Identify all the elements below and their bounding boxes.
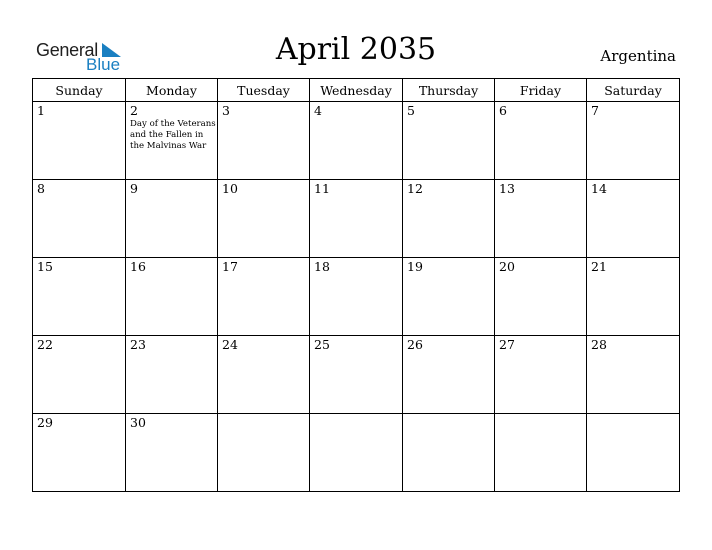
day-cell: [587, 414, 680, 492]
day-number: 7: [591, 103, 599, 118]
holiday-label: [310, 274, 402, 275]
day-cell: [218, 258, 310, 336]
holiday-label: [33, 352, 125, 353]
holiday-label: [218, 416, 309, 417]
day-cell: [218, 102, 310, 180]
weekday-header: Sunday: [33, 79, 126, 102]
country-label: Argentina: [600, 47, 676, 65]
holiday-label: [587, 352, 679, 353]
day-number: 6: [499, 103, 507, 118]
holiday-label: [587, 416, 679, 417]
day-cell: [310, 180, 403, 258]
holiday-label: [33, 274, 125, 275]
week-row: [33, 102, 680, 180]
day-cell: [310, 414, 403, 492]
day-number: 20: [499, 259, 515, 274]
day-number: 9: [130, 181, 138, 196]
logo-word-general: General: [36, 40, 98, 60]
calendar-title: April 2035: [275, 32, 437, 67]
holiday-label: [495, 352, 586, 353]
day-cell: [218, 414, 310, 492]
day-number: 25: [314, 337, 330, 352]
day-number: 22: [37, 337, 53, 352]
day-cell: [218, 180, 310, 258]
holiday-label: [33, 196, 125, 197]
day-cell: [403, 336, 495, 414]
holiday-label: [310, 416, 402, 417]
day-cell: [33, 336, 126, 414]
day-number: 17: [222, 259, 238, 274]
day-number: 23: [130, 337, 146, 352]
holiday-label: [218, 118, 309, 119]
day-cell: [126, 102, 218, 180]
day-number: 4: [314, 103, 322, 118]
weekday-header: Friday: [495, 79, 587, 102]
day-cell: [126, 180, 218, 258]
day-cell: [403, 258, 495, 336]
day-number: 26: [407, 337, 423, 352]
day-cell: [495, 102, 587, 180]
day-number: 24: [222, 337, 238, 352]
day-cell: [126, 414, 218, 492]
day-number: 19: [407, 259, 423, 274]
holiday-label: [126, 352, 217, 353]
holiday-label: [495, 118, 586, 119]
day-cell: [33, 102, 126, 180]
weekday-header: Saturday: [587, 79, 680, 102]
day-number: 11: [314, 181, 330, 196]
day-cell: [33, 258, 126, 336]
day-cell: [587, 180, 680, 258]
holiday-label: [126, 430, 217, 431]
weekday-header: Wednesday: [310, 79, 403, 102]
holiday-label: [218, 196, 309, 197]
day-cell: [126, 336, 218, 414]
calendar-grid: [32, 78, 680, 492]
holiday-label: [310, 352, 402, 353]
holiday-label: [403, 416, 494, 417]
day-number: 28: [591, 337, 607, 352]
day-number: 10: [222, 181, 238, 196]
week-row: [33, 414, 680, 492]
day-number: 29: [37, 415, 53, 430]
holiday-label: [403, 196, 494, 197]
day-cell: [33, 180, 126, 258]
holiday-label: [495, 196, 586, 197]
day-cell: [126, 258, 218, 336]
day-number: 18: [314, 259, 330, 274]
day-number: 14: [591, 181, 607, 196]
weekday-header: Thursday: [403, 79, 495, 102]
day-cell: [310, 258, 403, 336]
day-cell: [495, 414, 587, 492]
holiday-label: [218, 352, 309, 353]
day-cell: [33, 414, 126, 492]
day-number: 1: [37, 103, 45, 118]
day-cell: [310, 102, 403, 180]
day-cell: [403, 180, 495, 258]
holiday-label: [218, 274, 309, 275]
day-cell: [587, 258, 680, 336]
holiday-label: [126, 274, 217, 275]
holiday-label: [403, 274, 494, 275]
holiday-label: [587, 196, 679, 197]
day-number: 2: [130, 103, 138, 118]
holiday-label: [33, 430, 125, 431]
logo-word-blue: Blue: [86, 55, 121, 74]
holiday-label: Day of the Veterans and the Fallen in the Malvinas War: [130, 119, 216, 151]
day-number: 8: [37, 181, 45, 196]
day-number: 12: [407, 181, 423, 196]
weekday-header-row: [33, 79, 680, 102]
holiday-label: [403, 118, 494, 119]
day-cell: [495, 258, 587, 336]
day-cell: [587, 336, 680, 414]
day-number: 30: [130, 415, 146, 430]
day-cell: [587, 102, 680, 180]
day-number: 3: [222, 103, 230, 118]
day-number: 13: [499, 181, 515, 196]
day-cell: [495, 336, 587, 414]
day-number: 27: [499, 337, 515, 352]
holiday-label: [587, 118, 679, 119]
holiday-label: [587, 274, 679, 275]
week-row: [33, 180, 680, 258]
day-cell: [403, 102, 495, 180]
weekday-header: Monday: [126, 79, 218, 102]
day-number: 5: [407, 103, 415, 118]
holiday-label: [310, 118, 402, 119]
holiday-label: [495, 274, 586, 275]
holiday-label: [495, 416, 586, 417]
holiday-label: [126, 196, 217, 197]
day-cell: [218, 336, 310, 414]
holiday-label: [33, 118, 125, 119]
day-cell: [403, 414, 495, 492]
week-row: [33, 258, 680, 336]
week-row: [33, 336, 680, 414]
holiday-label: [310, 196, 402, 197]
day-number: 16: [130, 259, 146, 274]
day-cell: [310, 336, 403, 414]
weekday-header: Tuesday: [218, 79, 310, 102]
day-number: 21: [591, 259, 607, 274]
day-number: 15: [37, 259, 53, 274]
day-cell: [495, 180, 587, 258]
holiday-label: [403, 352, 494, 353]
